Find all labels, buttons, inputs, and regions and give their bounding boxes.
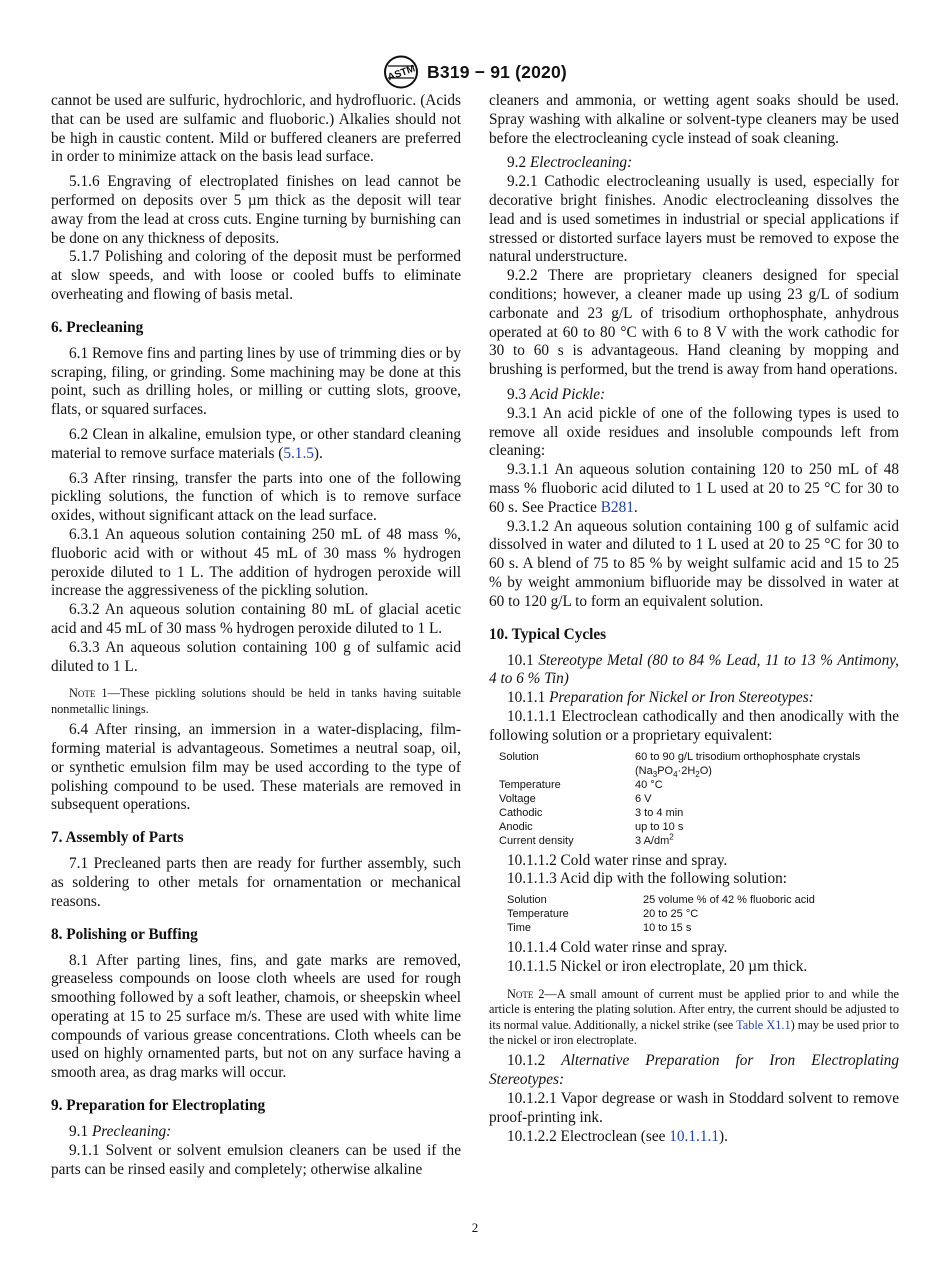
table-cell-key: Cathodic [499,806,543,819]
paragraph-10-1-1-2: 10.1.1.2 Cold water rinse and spray. [507,851,728,869]
link-b281[interactable]: B281 [600,498,634,516]
section-heading-10: 10. Typical Cycles [489,625,607,643]
link-table-x1-1[interactable]: Table X1.1 [736,1017,791,1032]
table-row [499,806,860,820]
table-cell-value: 3 to 4 min [635,806,684,819]
paragraph-6-2-text: 6.2 Clean in alkaline, emulsion type, or other standard cleaning material to remove surface materials ( [51,425,461,462]
paragraph-6-3-2: 6.3.2 An aqueous solution containing 80 mL of glacial acetic acid and 45 mL of 30 mass % hydrogen peroxide diluted to 1 L. [51,601,461,637]
paragraph-6-4: 6.4 After rinsing, an immersion in a water-displacing, film-forming material is advantageous. Sometimes a neutral soap, oil, or synthetic emulsion film may be used according to the type of polishing compound to be used. These materials are removed in subsequent operations. [51,721,461,814]
table-cell-key: Current density [499,834,574,847]
table-row [499,820,860,834]
acid-dip-conditions-table [507,893,815,935]
paragraph-7-1: 7.1 Precleaned parts then are ready for further assembly, such as soldering to other metals for ornamentation or mechanical reasons. [51,855,461,910]
table-cell-value: 6 V [635,792,652,805]
right-column [489,92,899,1146]
table-cell-key: Solution [507,894,547,907]
section-heading-9: 9. Preparation for Electroplating [51,1097,266,1115]
paragraph-10-1-2-1: 10.1.2.1 Vapor degrease or wash in Stoddard solvent to remove proof-printing ink. [489,1089,899,1126]
paragraph-5-1-6: 5.1.6 Engraving of electroplated finishes on lead cannot be performed on deposits over 5 µm thick as the deposit will tear away from the lead at cross cuts. Engine turning by burnishing can be done on any thickness of deposits. [51,173,461,247]
paragraph-9-1-1-continued: cleaners and ammonia, or wetting agent soaks should be used. Spray washing with alkaline or solvent-type cleaners may be used before the electrocleaning cycle instead of soak cleaning. [489,92,899,147]
paragraph-9-2-1: 9.2.1 Cathodic electrocleaning usually is used, especially for decorative bright finishes. Anodic electrocleaning dissolves the lead and is used sometimes in industrial or special applications if stressed or distorted surface layers must be removed to expose the natural understructure. [489,173,899,266]
paragraph-9-2-title: Electrocleaning: [529,154,633,172]
link-5-1-5[interactable]: 5.1.5 [283,444,314,462]
table-cell-value: 60 to 90 g/L trisodium orthophosphate crystals [635,750,861,763]
page-header [0,55,950,94]
paragraph-10-1-2-2-end: ). [718,1127,728,1145]
paragraph-9-3 [489,386,899,405]
paragraph-10-1-1-1: 10.1.1.1 Electroclean cathodically and then anodically with the following solution or a proprietary equivalent: [489,707,899,744]
paragraph-10-1-1-3: 10.1.1.3 Acid dip with the following solution: [507,870,788,888]
table-cell-key: Solution [499,750,539,763]
table-cell-key [499,764,635,778]
note-1 [51,686,461,717]
table-cell-key: Voltage [499,792,536,805]
note-2-end: ) may be used prior to the nickel or iron electroplate. [489,1017,899,1047]
paragraph-5-1-5-continued: cannot be used are sulfuric, hydrochloric, and hydrofluoric. (Acids that can be used are sulfamic and fluoboric.) Alkalies should not be high in caustic content. Mild or buffered cleaners are preferred in order to minimize attack on the basis lead surface. [51,92,461,166]
paragraph-9-2-number: 9.2 [507,154,527,172]
paragraph-10-1-title: Stereotype Metal (80 to 84 % Lead, 11 to 13 % Antimony, 4 to 6 % Tin) [489,651,899,688]
paragraph-9-3-title: Acid Pickle: [529,385,606,403]
note-2-label: Note 2 [507,986,545,1001]
paragraph-10-1-1-4: 10.1.1.4 Cold water rinse and spray. [507,939,728,957]
paragraph-10-1-1 [489,689,899,708]
link-10-1-1-1[interactable]: 10.1.1.1 [669,1127,719,1145]
paragraph-10-1 [489,652,899,690]
table-cell-key: Time [507,922,532,935]
paragraph-10-1-1-5: 10.1.1.5 Nickel or iron electroplate, 20 µm thick. [507,957,808,975]
paragraph-9-3-number: 9.3 [507,385,527,403]
table-cell-key: Anodic [499,820,533,833]
page-number: 2 [471,1220,479,1235]
table-row [499,750,860,764]
table-row [499,834,860,848]
svg-text:ASTM: ASTM [386,63,417,84]
paragraph-10-1-number: 10.1 [507,651,534,669]
table-row [507,907,815,921]
paragraph-6-3-3: 6.3.3 An aqueous solution containing 100 g of sulfamic acid diluted to 1 L. [51,638,461,675]
section-heading-6: 6. Precleaning [51,318,144,336]
table-cell-key: Temperature [499,778,561,791]
paragraph-10-1-2-title: Alternative Preparation for Iron Electroplating Stereotypes: [489,1052,899,1089]
paragraph-9-2 [489,154,899,173]
section-heading-7: 7. Assembly of Parts [51,829,184,847]
paragraph-10-1-2-2 [489,1128,899,1147]
paragraph-5-1-7: 5.1.7 Polishing and coloring of the deposit must be performed at slow speeds, and with loose or cooled buffs to eliminate overheating and flowing of basis metal. [51,248,461,303]
table-cell-value: 40 °C [635,778,663,791]
table-cell-value: 10 to 15 s [643,922,692,935]
paragraph-10-1-2-number: 10.1.2 [507,1052,546,1070]
paragraph-9-1 [51,1123,461,1142]
paragraph-9-3-1-1-end: . [633,498,638,516]
electroclean-conditions-table [499,750,860,848]
paragraph-10-1-1-number: 10.1.1 [507,689,546,707]
note-2-text: —A small amount of current must be applied prior to and while the article is entering the plating solution. After entry, the current should be adjusted to its normal value. Additionally, a nickel strike (see [489,986,899,1032]
paragraph-6-1: 6.1 Remove fins and parting lines by use of trimming dies or by scraping, filing, or grinding. Some machining may be done at this point, such as drilling holes, or milling or cutting slots, groove, flats, or squared surfaces. [51,344,461,419]
paragraph-6-2-end: ). [313,444,323,462]
table-cell-value-current-density: 3 $A/dm^2$ [635,831,674,847]
paragraph-9-3-1: 9.3.1 An acid pickle of one of the following types is used to remove all oxide residues and insoluble compounds left from cleaning: [489,404,899,460]
table-cell-value-formula: $(Na_3PO_4\cdot 2H_2O)$ [635,764,712,779]
astm-logo-icon [383,55,419,89]
table-row [499,764,860,778]
table-row [507,921,815,935]
paragraph-9-3-1-1-text: 9.3.1.1 An aqueous solution containing 120 to 250 mL of 48 mass % fluoboric acid diluted to 1 L used at 20 to 25 °C for 30 to 60 s. See Practice [489,461,899,516]
document-designation: B319 − 91 (2020) [427,61,567,82]
paragraph-8-1: 8.1 After parting lines, fins, and gate marks are removed, greaseless compounds on loose cloth wheels are used for rough smoothing followed by a soft leather, chamois, or sheepskin wheel operating at 15 to 25 surface m/s. These are used with white lime compounds of various grease concentrations. Cloth wheels can be used on highly ornamented parts, but not on any surface having a smooth area, as drag marks will occur. [51,951,461,1082]
section-heading-8: 8. Polishing or Buffing [51,925,198,943]
table-cell-value: 25 volume % of 42 % fluoboric acid [643,894,815,907]
paragraph-9-1-title: Precleaning: [91,1123,172,1141]
paragraph-6-3-1: 6.3.1 An aqueous solution containing 250 mL of 48 mass %, fluoboric acid with or without 45 mL of 30 mass % hydrogen peroxide diluted to 1 L. The addition of hydrogen peroxide will increase the aggressiveness of the pickling solution. [51,525,461,600]
table-row [499,792,860,806]
paragraph-9-3-1-1 [489,461,899,517]
table-row [507,893,815,907]
paragraph-9-3-1-2: 9.3.1.2 An aqueous solution containing 100 g of sulfamic acid dissolved in water and diluted to 1 L used at 20 to 25 °C for 30 to 60 s. A blend of 75 to 85 % by weight sulfamic acid and 15 to 25 % by weight ammonium bifluoride may be dissolved in water at 60 to 120 g/L to form an equivalent solution. [489,517,899,610]
paragraph-9-1-1: 9.1.1 Solvent or solvent emulsion cleaners can be used if the parts can be rinsed easily and completely; otherwise alkaline [51,1141,461,1178]
paragraph-9-1-number: 9.1 [69,1123,89,1141]
table-cell-value: 20 to 25 °C [643,908,699,921]
paragraph-9-2-2: 9.2.2 There are proprietary cleaners designed for special conditions; however, a cleaner made up using 23 g/L of sodium carbonate and 23 g/L of trisodium orthophosphate, anhydrous operated at 60 to 80 °C with 6 to 8 V with the work cathodic for 30 to 60 s is advantageous. Hand cleaning by mopping and brushing is performed, but the trend is away from hand operations. [489,267,899,379]
note-2 [489,987,899,1049]
paragraph-10-1-2 [489,1052,899,1090]
paragraph-10-1-1-title: Preparation for Nickel or Iron Stereotypes: [549,689,814,707]
paragraph-10-1-2-2-text: 10.1.2.2 Electroclean (see [507,1127,670,1145]
note-1-label: Note 1 [69,686,108,701]
paragraph-6-3: 6.3 After rinsing, transfer the parts into one of the following pickling solutions, the function of which is to remove surface oxides, without significant attack on the lead surface. [51,469,461,525]
table-row [499,778,860,792]
table-cell-key: Temperature [507,908,569,921]
note-1-text: —These pickling solutions should be held in tanks having suitable nonmetallic linings. [51,686,461,716]
paragraph-6-2 [51,426,461,464]
left-column [51,92,461,1179]
table-cell-value: up to 10 s [635,820,684,833]
